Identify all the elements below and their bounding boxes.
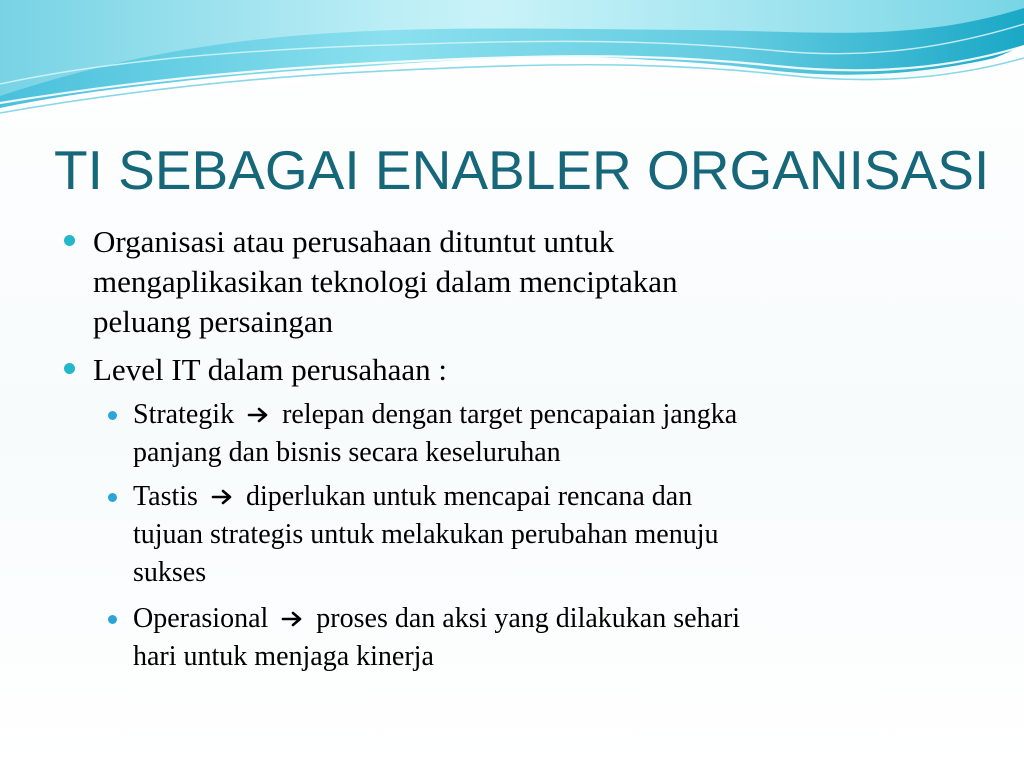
sub-bullet-2-line-3: sukses <box>133 557 207 588</box>
sub-bullet-1-line-1 <box>133 396 737 434</box>
sub-bullet-2-line-2: tujuan strategis untuk melakukan perubahan menuju <box>133 519 719 550</box>
sub-bullet-marker-2 <box>108 493 117 502</box>
sub-bullet-1-term: Strategik <box>133 399 235 430</box>
sub-bullet-2-line-1 <box>133 478 692 516</box>
sub-bullet-2-text-1: diperlukan untuk mencapai rencana dan <box>245 481 693 512</box>
bullet-marker-1 <box>64 235 75 246</box>
bullet-marker-2 <box>64 363 75 374</box>
sub-bullet-marker-1 <box>108 411 117 420</box>
sub-bullet-1-text-1: relepan dengan target pencapaian jangka <box>282 399 738 430</box>
slide-title: TI SEBAGAI ENABLER ORGANISASI <box>54 139 990 201</box>
bullet-1-line-1: Organisasi atau perusahaan dituntut untuk <box>93 224 615 259</box>
bullet-1-line-3: peluang persaingan <box>93 304 334 339</box>
sub-bullet-3-text-1: proses dan aksi yang dilakukan sehari <box>316 603 741 634</box>
sub-bullet-3-line-2: hari untuk menjaga kinerja <box>133 641 434 672</box>
bullet-2-line-1: Level IT dalam perusahaan : <box>93 352 448 387</box>
bullet-1-line-2: mengaplikasikan teknologi dalam menciptakan <box>93 264 678 299</box>
right-arrow-icon <box>247 405 271 425</box>
sub-bullet-3-term: Operasional <box>133 603 269 634</box>
right-arrow-icon <box>281 609 305 629</box>
sub-bullet-2-term: Tastis <box>133 481 198 512</box>
right-arrow-icon <box>211 487 235 507</box>
sub-bullet-1-line-2: panjang dan bisnis secara keseluruhan <box>133 437 561 468</box>
sub-bullet-3-line-1 <box>133 600 740 638</box>
sub-bullet-marker-3 <box>108 615 117 624</box>
